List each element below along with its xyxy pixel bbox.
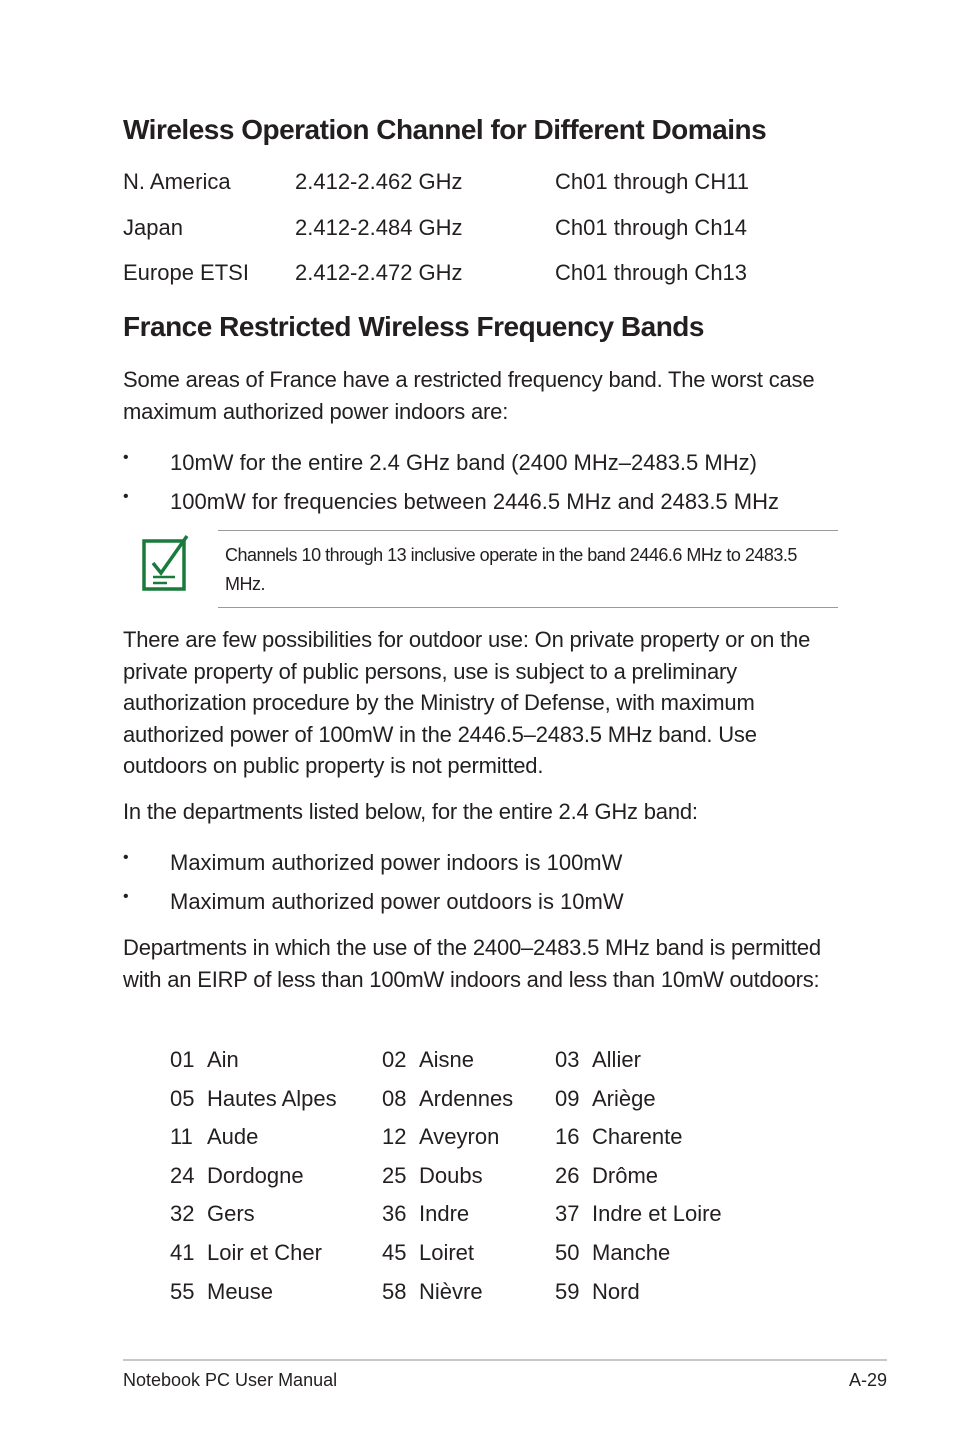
department-name: Doubs: [419, 1162, 483, 1188]
intro-paragraph: Some areas of France have a restricted frequency band. The worst case maximum authorized power indoors are:: [123, 367, 815, 424]
bullet-text: Maximum authorized power indoors is 100mW: [170, 850, 623, 875]
department-name: Aisne: [419, 1047, 475, 1072]
outdoor-use-paragraph: There are few possibilities for outdoor use: On private property or on the private property of public persons, use is subject to a preliminary authorization procedure by the Ministry of Defense, with maximum authorized power of 100mW in the 2446.5–2483.5 MHz band. Use outdoors on public property is not permitted.: [123, 627, 811, 778]
bullet-glyph: •: [123, 888, 129, 905]
bullet-text: 10mW for the entire 2.4 GHz band (2400 MHz–2483.5 MHz): [170, 450, 757, 475]
department-name: Ardennes: [419, 1085, 514, 1111]
page-number: A-29: [848, 1370, 887, 1390]
bullet-glyph: •: [123, 488, 129, 505]
department-row: [170, 1240, 790, 1279]
channel-region: N. America: [123, 169, 231, 194]
note-text: Channels 10 through 13 inclusive operate in the band 2446.6 MHz to 2483.5 MHz.: [225, 545, 797, 594]
department-name: Dordogne: [207, 1162, 304, 1188]
department-number: 09: [555, 1085, 580, 1111]
department-name: Aude: [207, 1124, 259, 1150]
department-row: [170, 1201, 790, 1240]
department-number: 05: [170, 1085, 195, 1111]
department-name: Ain: [207, 1047, 239, 1072]
department-number: 26: [555, 1162, 580, 1188]
department-number: 11: [170, 1124, 193, 1150]
department-number: 32: [170, 1201, 195, 1227]
department-name: Allier: [592, 1047, 641, 1072]
department-row: [170, 1279, 790, 1318]
department-row: [170, 1086, 790, 1125]
department-number: 25: [382, 1162, 407, 1188]
france-bands-heading: France Restricted Wireless Frequency Bands: [123, 311, 704, 342]
department-name: Charente: [592, 1124, 683, 1150]
channel-frequency: 2.412-2.472 GHz: [295, 260, 463, 285]
note-box: [218, 530, 838, 608]
footer-divider: [123, 1359, 887, 1361]
department-name: Indre: [419, 1201, 470, 1227]
department-number: 50: [555, 1239, 580, 1265]
footer-title: Notebook PC User Manual: [123, 1370, 338, 1390]
department-name: Indre et Loire: [592, 1201, 722, 1227]
department-name: Aveyron: [419, 1124, 500, 1150]
department-name: Ariège: [592, 1085, 656, 1111]
department-name: Meuse: [207, 1278, 274, 1304]
department-number: 59: [555, 1278, 580, 1304]
department-number: 58: [382, 1278, 407, 1304]
department-number: 55: [170, 1278, 195, 1304]
channel-frequency: 2.412-2.462 GHz: [295, 169, 463, 194]
department-number: 41: [170, 1239, 195, 1265]
bullet-glyph: •: [123, 449, 129, 466]
department-name: Gers: [207, 1201, 255, 1227]
channel-frequency: 2.412-2.484 GHz: [295, 215, 463, 240]
department-name: Drôme: [592, 1162, 659, 1188]
department-number: 12: [382, 1124, 407, 1150]
departments-intro-paragraph: In the departments listed below, for the entire 2.4 GHz band:: [123, 799, 698, 824]
department-number: 24: [170, 1162, 195, 1188]
department-number: 45: [382, 1239, 407, 1265]
bullet-glyph: •: [123, 849, 129, 866]
department-name: Manche: [592, 1239, 671, 1265]
departments-paragraph: Departments in which the use of the 2400–2483.5 MHz band is permitted with an EIRP of less than 100mW indoors and less than 10mW outdoors:: [123, 935, 821, 992]
department-number: 01: [170, 1047, 195, 1072]
department-name: Nièvre: [419, 1278, 483, 1304]
channel-range: Ch01 through Ch14: [555, 215, 748, 240]
wireless-channel-heading: Wireless Operation Channel for Different Domains: [123, 114, 767, 145]
channel-region: Japan: [123, 215, 183, 240]
department-name: Hautes Alpes: [207, 1085, 337, 1111]
department-number: 16: [555, 1124, 580, 1150]
bullet-text: 100mW for frequencies between 2446.5 MHz and 2483.5 MHz: [170, 489, 779, 514]
channel-region: Europe ETSI: [123, 260, 249, 285]
department-number: 37: [555, 1201, 580, 1227]
department-row: [170, 1163, 790, 1202]
department-row: [170, 1124, 790, 1163]
department-name: Loir et Cher: [207, 1239, 322, 1265]
department-row: [170, 1047, 790, 1086]
departments-list: [170, 1047, 790, 1317]
channel-range: Ch01 through CH11: [555, 169, 750, 194]
department-name: Nord: [592, 1278, 640, 1304]
channel-range: Ch01 through Ch13: [555, 260, 748, 285]
department-number: 03: [555, 1047, 580, 1072]
department-number: 02: [382, 1047, 407, 1072]
department-name: Loiret: [419, 1239, 475, 1265]
note-pencil-icon: [141, 533, 193, 593]
department-number: 08: [382, 1085, 407, 1111]
bullet-text: Maximum authorized power outdoors is 10mW: [170, 889, 624, 914]
department-number: 36: [382, 1201, 407, 1227]
